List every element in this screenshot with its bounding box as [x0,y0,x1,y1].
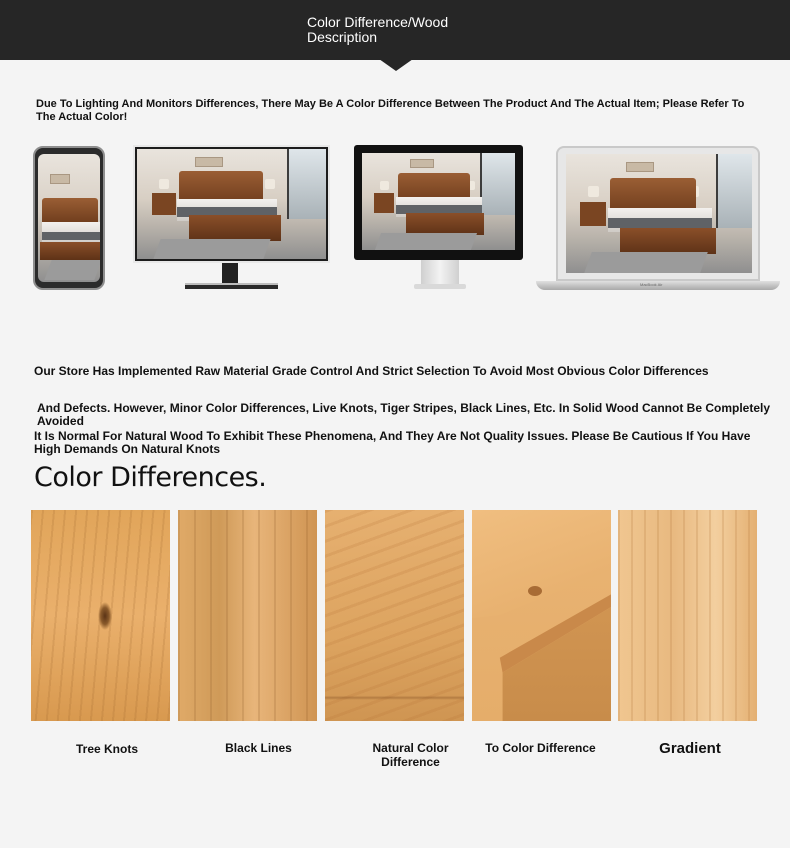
wood-swatch-to-color-difference [472,510,611,721]
bed-photo [137,149,326,259]
desktop-monitor-device [133,145,330,263]
imac-stand-neck [421,260,459,286]
swatch-caption: Natural Color Difference [372,741,449,769]
bed-photo [38,154,100,282]
swatch-caption: Tree Knots [75,742,138,756]
swatch-caption: Black Lines [225,741,292,755]
bed-photo [566,154,752,273]
wood-swatch-black-lines [178,510,317,721]
phone-device [33,146,105,290]
header-title: Color Difference/Wood Description [307,14,449,45]
quality-paragraph-1: Our Store Has Implemented Raw Material Grade Control And Strict Selection To Avoid Most Obvious Color Differences [34,364,709,378]
quality-paragraph-3: It Is Normal For Natural Wood To Exhibit These Phenomena, And They Are Not Quality Issues. Please Be Cautious If You Have High Demands On Natural Knots [34,429,751,456]
bed-photo [362,153,515,250]
quality-paragraph-2: And Defects. However, Minor Color Differences, Live Knots, Tiger Stripes, Black Lines, Etc. In Solid Wood Cannot Be Completely Avoided [37,401,771,428]
header-pointer [379,59,413,71]
imac-monitor-device [354,145,523,260]
monitor-stand-neck [222,263,238,283]
laptop-brand-label: MacBook Air [640,282,663,287]
laptop-device [556,146,760,281]
monitor-stand-base [185,283,278,289]
laptop-base [536,281,780,290]
swatch-caption: To Color Difference [485,741,596,755]
section-title: Color Differences. [34,462,267,493]
header-banner [0,0,790,60]
wood-swatch-natural-color-difference [325,510,464,721]
lighting-notice: Due To Lighting And Monitors Differences, There May Be A Color Difference Between The Product And The Actual Item; Please Refer To The Actual Color! [36,98,745,123]
wood-swatch-gradient [618,510,757,721]
swatch-caption: Gradient [659,740,721,757]
imac-stand-base [414,284,466,289]
wood-swatch-tree-knots [31,510,170,721]
